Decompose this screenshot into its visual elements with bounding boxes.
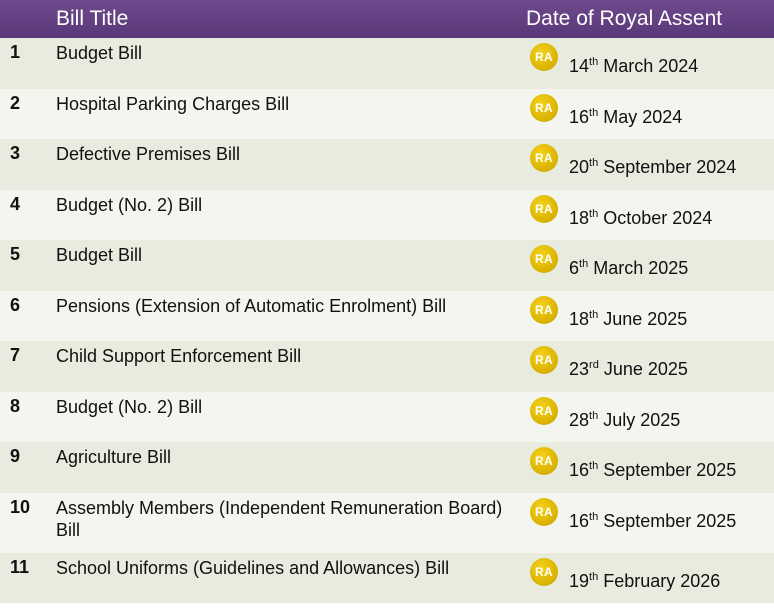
royal-assent-badge-icon: RA	[530, 144, 558, 172]
date-cell	[526, 553, 774, 604]
date-month-year: February 2026	[598, 570, 721, 591]
date-suffix: th	[589, 570, 599, 583]
table-row	[0, 291, 774, 342]
assent-date	[569, 157, 736, 178]
row-number: 3	[10, 143, 21, 163]
assent-date	[569, 309, 687, 330]
bill-title: Child Support Enforcement Bill	[56, 346, 302, 366]
row-number: 2	[10, 92, 21, 113]
date-month-year: September 2025	[598, 510, 737, 531]
table-row	[0, 392, 774, 443]
table-row	[0, 493, 774, 553]
date-suffix: th	[589, 510, 599, 523]
assent-date	[569, 511, 736, 532]
royal-assent-badge-icon: RA	[530, 296, 558, 324]
table-body	[0, 38, 774, 603]
assent-date	[569, 359, 688, 380]
royal-assent-badge-icon: RA	[530, 447, 558, 475]
header-bill-title: Bill Title	[56, 7, 129, 30]
date-suffix: th	[589, 207, 599, 220]
bill-title: Assembly Members (Independent Remuneration Board) Bill	[56, 497, 503, 540]
date-day: 23	[569, 359, 590, 379]
date-suffix: th	[589, 56, 599, 68]
row-number: 10	[10, 496, 31, 517]
royal-assent-badge-icon: RA	[530, 245, 558, 273]
row-number: 11	[10, 556, 30, 577]
date-day: 16	[569, 510, 590, 531]
date-month-year: July 2025	[598, 409, 681, 430]
date-suffix: th	[589, 157, 599, 169]
row-number: 4	[10, 193, 21, 214]
table-row	[0, 553, 774, 604]
table-row	[0, 190, 774, 241]
date-day: 14	[569, 56, 590, 76]
row-number: 6	[10, 294, 21, 315]
row-number: 5	[10, 244, 21, 264]
date-suffix: th	[589, 460, 599, 472]
date-month-year: October 2024	[598, 207, 713, 228]
royal-assent-badge-icon: RA	[530, 94, 558, 122]
royal-assent-badge-icon: RA	[530, 195, 558, 223]
date-month-year: March 2024	[598, 56, 699, 76]
bill-title: Budget (No. 2) Bill	[56, 396, 203, 417]
table-row	[0, 89, 774, 140]
bill-title: Budget Bill	[56, 245, 143, 265]
assent-date	[569, 571, 720, 592]
date-cell	[526, 341, 774, 392]
date-suffix: th	[579, 258, 589, 270]
table-row	[0, 341, 774, 392]
date-cell	[526, 442, 774, 493]
bill-title: Defective Premises Bill	[56, 144, 241, 164]
row-number: 1	[10, 42, 21, 62]
date-suffix: th	[589, 308, 599, 321]
assent-date	[569, 258, 688, 279]
date-month-year: September 2024	[598, 157, 737, 177]
assent-date	[569, 107, 682, 128]
bill-title: Budget Bill	[56, 43, 143, 63]
date-day: 16	[569, 460, 590, 480]
date-day: 18	[569, 207, 590, 228]
date-day: 16	[569, 106, 590, 127]
date-suffix: th	[589, 409, 599, 422]
royal-assent-badge-icon: RA	[530, 346, 558, 374]
date-day: 19	[569, 570, 590, 591]
row-number: 7	[10, 345, 21, 365]
royal-assent-badge-icon: RA	[530, 43, 558, 71]
assent-date	[569, 56, 698, 77]
date-month-year: May 2024	[598, 106, 683, 127]
date-day: 20	[569, 157, 590, 177]
date-month-year: June 2025	[598, 359, 688, 379]
row-number: 8	[10, 395, 21, 416]
header-date-of-royal-assent: Date of Royal Assent	[526, 7, 723, 30]
table-header	[0, 0, 774, 38]
date-cell	[526, 291, 774, 342]
date-cell	[526, 190, 774, 241]
row-number: 9	[10, 446, 21, 466]
bill-title: Hospital Parking Charges Bill	[56, 93, 290, 114]
royal-assent-badge-icon: RA	[530, 558, 558, 586]
date-cell	[526, 139, 774, 190]
royal-assent-badge-icon: RA	[530, 397, 558, 425]
date-suffix: th	[589, 106, 599, 119]
date-cell	[526, 493, 774, 553]
bill-title: Agriculture Bill	[56, 447, 172, 467]
date-month-year: March 2025	[588, 258, 689, 278]
date-month-year: September 2025	[598, 460, 737, 480]
date-cell	[526, 38, 774, 89]
royal-assent-badge-icon: RA	[530, 498, 558, 526]
table-row	[0, 139, 774, 190]
date-month-year: June 2025	[598, 308, 688, 329]
table-row	[0, 38, 774, 89]
date-cell	[526, 392, 774, 443]
assent-date	[569, 460, 736, 481]
date-day: 28	[569, 409, 590, 430]
assent-date	[569, 410, 680, 431]
date-cell	[526, 240, 774, 291]
table-row	[0, 240, 774, 291]
bill-title: School Uniforms (Guidelines and Allowances) Bill	[56, 557, 450, 578]
date-cell	[526, 89, 774, 140]
date-day: 6	[569, 258, 580, 278]
assent-date	[569, 208, 712, 229]
table-row	[0, 442, 774, 493]
date-day: 18	[569, 308, 590, 329]
bill-title: Budget (No. 2) Bill	[56, 194, 203, 215]
date-suffix: rd	[589, 359, 599, 371]
bill-title: Pensions (Extension of Automatic Enrolment) Bill	[56, 295, 447, 316]
